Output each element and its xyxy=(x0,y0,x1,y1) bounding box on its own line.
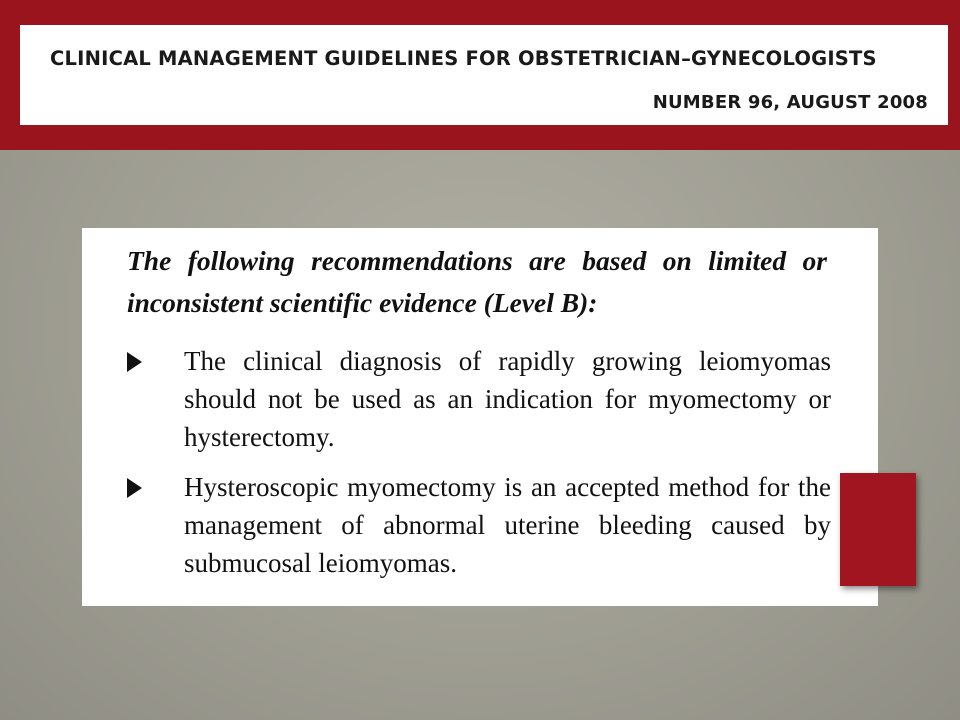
recommendation-text: Hysteroscopic myomectomy is an accepted method for the management of abnormal uterine bleeding caused by submucosal leiomyomas. xyxy=(184,472,831,578)
triangle-bullet-icon xyxy=(127,478,142,498)
document-title: CLINICAL MANAGEMENT GUIDELINES FOR OBSTETRICIAN–GYNECOLOGISTS xyxy=(50,47,877,70)
triangle-bullet-icon xyxy=(127,352,142,372)
evidence-level-heading: The following recommendations are based on limited or inconsistent scientific evidence (Level B): xyxy=(127,245,827,318)
issue-number: NUMBER 96, AUGUST 2008 xyxy=(652,92,928,113)
header-band xyxy=(0,0,960,150)
decorative-red-square xyxy=(840,473,916,586)
recommendations-card xyxy=(82,228,878,606)
title-card xyxy=(20,25,948,125)
recommendation-text: The clinical diagnosis of rapidly growing leiomyomas should not be used as an indication for myomectomy or hysterectomy. xyxy=(184,346,831,452)
